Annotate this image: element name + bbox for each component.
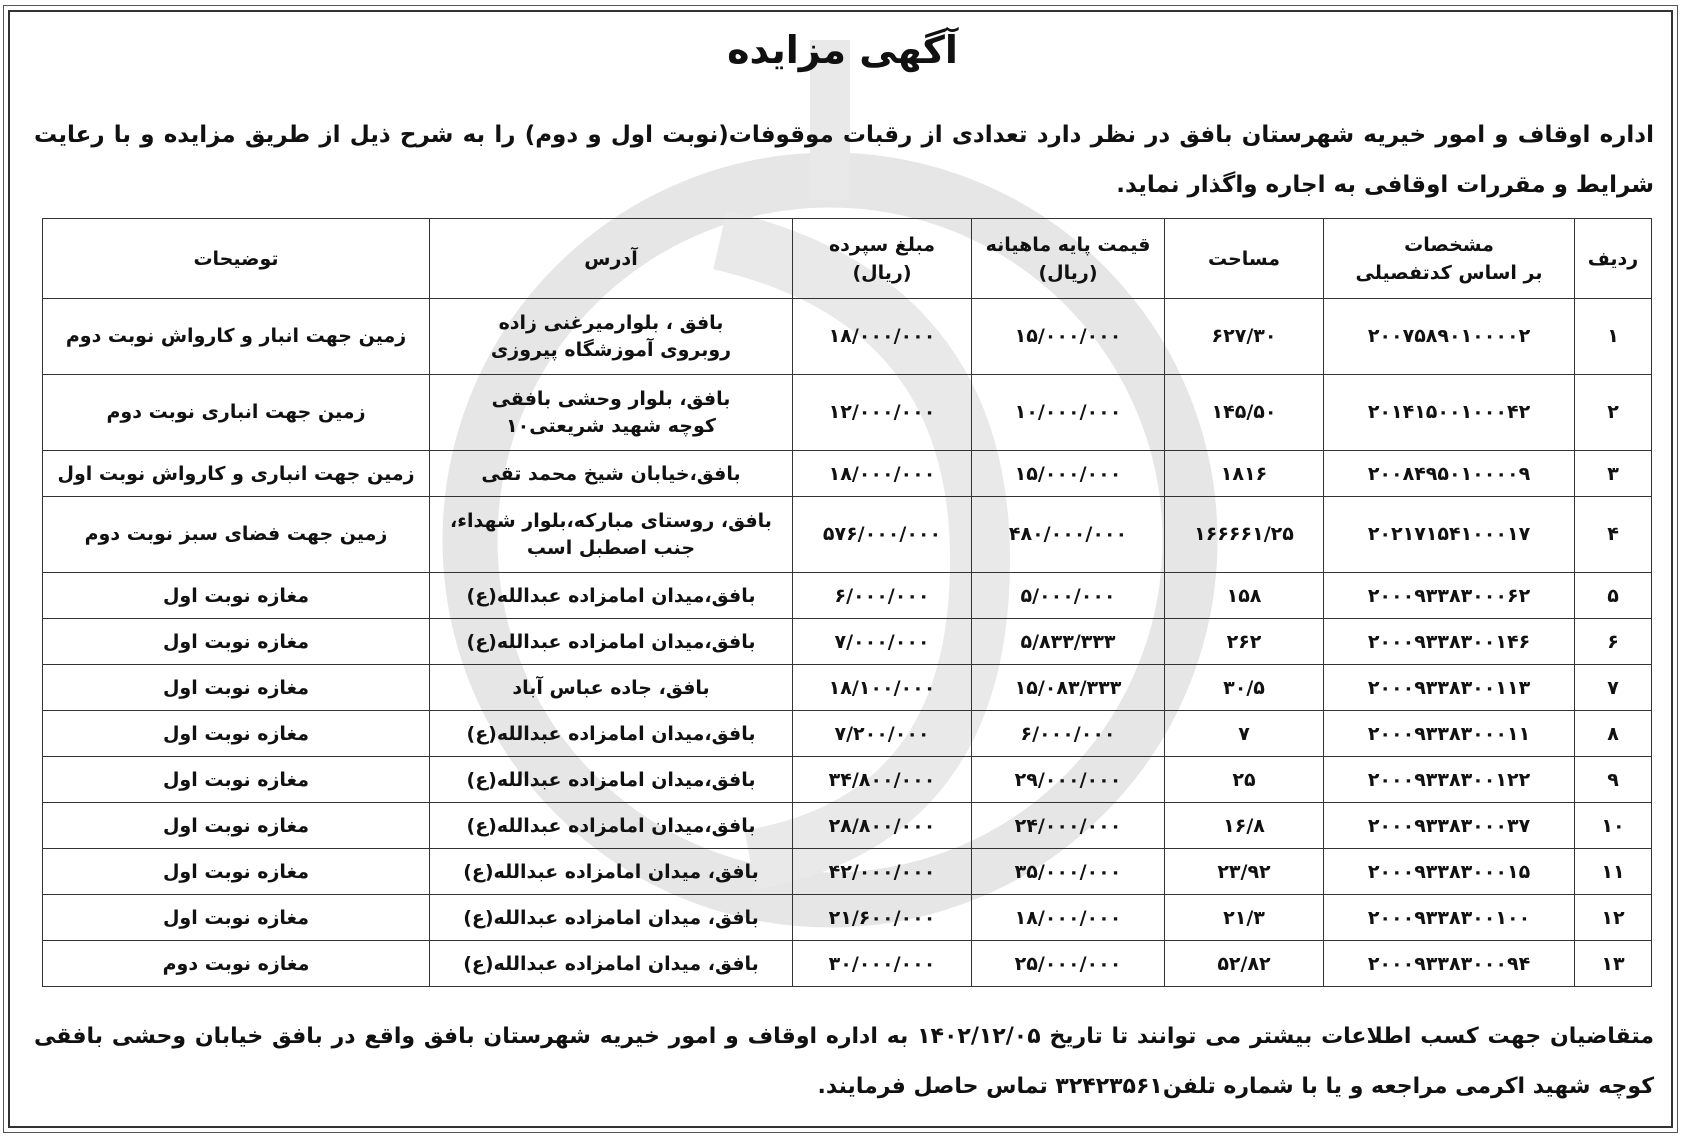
price-cell-text: ۴۸۰/۰۰۰/۰۰۰: [1008, 523, 1128, 545]
deposit-cell-text: ۴۲/۰۰۰/۰۰۰: [828, 860, 936, 883]
code-cell-text: ۲۰۰۰۹۳۳۸۳۰۰۱۱۳: [1367, 676, 1531, 699]
table-row: [43, 941, 1652, 987]
notes-cell: [43, 665, 430, 711]
address-cell-text: بافق، میدان امامزاده عبدالله(ع): [463, 860, 759, 883]
code-cell-text: ۲۰۰۰۹۳۳۸۳۰۰۱۴۶: [1367, 630, 1531, 653]
area-cell-text: ۲۱/۳: [1223, 906, 1265, 929]
code-cell-text: ۲۰۱۴۱۵۰۰۱۰۰۰۴۲: [1367, 401, 1531, 423]
row-number-cell: [1575, 573, 1652, 619]
price-cell-text: ۱۵/۰۰۰/۰۰۰: [1014, 462, 1122, 485]
price-cell: [972, 299, 1165, 375]
code-cell-text: ۲۰۰۰۹۳۳۸۳۰۰۰۳۷: [1367, 814, 1531, 837]
address-cell-text: بافق ، بلوارمیرغنی زاده: [498, 311, 724, 334]
row-number-cell: [1575, 895, 1652, 941]
intro-paragraph: اداره اوقاف و امور خیریه شهرستان بافق در نظر دارد تعدادی از رقبات موقوفات(نوبت اول و دوم) را به شرح ذیل از طریق مزایده و با رعایت شرایط و مقررات اوقافی به اجاره واگذار نماید.: [34, 122, 1654, 198]
area-cell-text: ۱۶۶۶۶۱/۲۵: [1194, 523, 1294, 545]
table-row: [43, 895, 1652, 941]
address-cell-text: بافق،میدان امامزاده عبدالله(ع): [466, 630, 756, 653]
row-number-cell-text: ۶: [1607, 630, 1619, 653]
area-cell-text: ۲۳/۹۲: [1217, 860, 1271, 883]
row-number-cell-text: ۱۲: [1601, 906, 1625, 929]
address-cell-text: بافق،میدان امامزاده عبدالله(ع): [466, 814, 756, 837]
code-cell: [1324, 299, 1575, 375]
address-cell-text: بافق، بلوار وحشی بافقی: [491, 387, 731, 410]
code-cell: [1324, 895, 1575, 941]
row-number-cell-text: ۸: [1607, 722, 1619, 745]
row-number-cell: [1575, 803, 1652, 849]
row-number-cell-text: ۱۳: [1601, 952, 1625, 975]
address-cell: [430, 375, 793, 451]
table-row: [43, 711, 1652, 757]
table-row: [43, 619, 1652, 665]
header-code: [1324, 219, 1575, 299]
notes-cell-text: مغازه نوبت اول: [162, 814, 310, 837]
notes-cell: [43, 299, 430, 375]
area-cell-text: ۳۰/۵: [1223, 676, 1265, 699]
price-cell: [972, 941, 1165, 987]
header-deposit: [793, 219, 972, 299]
code-cell-text: ۲۰۲۱۷۱۵۴۱۰۰۰۱۷: [1367, 523, 1531, 545]
price-cell-text: ۱۵/۰۰۰/۰۰۰: [1014, 325, 1122, 347]
area-cell: [1165, 573, 1324, 619]
area-cell-text: ۱۸۱۶: [1220, 462, 1268, 485]
header-price: [972, 219, 1165, 299]
deposit-cell-text: ۷/۰۰۰/۰۰۰: [834, 630, 930, 653]
area-cell: [1165, 711, 1324, 757]
deposit-cell: [793, 299, 972, 375]
code-cell: [1324, 803, 1575, 849]
deposit-cell: [793, 573, 972, 619]
row-number-cell: [1575, 665, 1652, 711]
row-number-cell: [1575, 299, 1652, 375]
price-cell-text: ۲۹/۰۰۰/۰۰۰: [1014, 768, 1122, 791]
notes-cell-text: زمین جهت انباری و کارواش نوبت اول: [57, 462, 415, 485]
price-cell-text: ۵/۰۰۰/۰۰۰: [1020, 584, 1116, 607]
deposit-cell: [793, 941, 972, 987]
price-cell-text: ۳۵/۰۰۰/۰۰۰: [1014, 860, 1122, 883]
code-cell: [1324, 941, 1575, 987]
deposit-cell: [793, 711, 972, 757]
deposit-cell-text: ۲۱/۶۰۰/۰۰۰: [828, 906, 936, 929]
price-cell: [972, 711, 1165, 757]
code-cell: [1324, 573, 1575, 619]
price-cell: [972, 849, 1165, 895]
price-cell-text: ۲۵/۰۰۰/۰۰۰: [1014, 952, 1122, 975]
price-cell: [972, 497, 1165, 573]
address-line2-text: کوچه شهید شریعتی۱۰: [506, 414, 716, 437]
row-number-cell-text: ۱: [1607, 325, 1619, 347]
row-number-cell-text: ۹: [1607, 768, 1619, 791]
notes-cell: [43, 803, 430, 849]
row-number-cell: [1575, 757, 1652, 803]
deposit-cell: [793, 757, 972, 803]
price-cell: [972, 451, 1165, 497]
code-cell: [1324, 451, 1575, 497]
price-cell: [972, 803, 1165, 849]
deposit-cell: [793, 497, 972, 573]
notes-cell-text: زمین جهت انبار و کارواش نوبت دوم: [65, 325, 407, 347]
deposit-cell-text: ۶/۰۰۰/۰۰۰: [834, 584, 930, 607]
notes-cell-text: مغازه نوبت اول: [162, 860, 310, 883]
deposit-cell-text: ۳۰/۰۰۰/۰۰۰: [828, 952, 936, 975]
area-cell-text: ۲۵: [1232, 768, 1256, 791]
code-cell-text: ۲۰۰۰۹۳۳۸۳۰۰۰۱۵: [1367, 860, 1531, 883]
notes-cell-text: مغازه نوبت اول: [162, 768, 310, 791]
notes-cell: [43, 375, 430, 451]
row-number-cell: [1575, 497, 1652, 573]
deposit-cell-text: ۱۸/۰۰۰/۰۰۰: [828, 325, 936, 347]
row-number-cell: [1575, 451, 1652, 497]
header-deposit-sub: (ریال): [852, 261, 912, 284]
area-cell: [1165, 941, 1324, 987]
address-cell: [430, 803, 793, 849]
deposit-cell-text: ۱۸/۰۰۰/۰۰۰: [828, 462, 936, 485]
notes-cell: [43, 711, 430, 757]
notes-cell-text: زمین جهت انباری نوبت دوم: [106, 401, 366, 423]
row-number-cell: [1575, 375, 1652, 451]
deposit-cell: [793, 375, 972, 451]
table-row: [43, 757, 1652, 803]
address-cell: [430, 849, 793, 895]
notes-cell: [43, 497, 430, 573]
address-cell-text: بافق، روستای مبارکه،بلوار شهداء،: [450, 509, 772, 532]
address-cell-text: بافق، میدان امامزاده عبدالله(ع): [463, 952, 759, 975]
table-row: [43, 497, 1652, 573]
table-row: [43, 573, 1652, 619]
notes-cell: [43, 757, 430, 803]
area-cell: [1165, 497, 1324, 573]
area-cell-text: ۶۲۷/۳۰: [1211, 325, 1277, 347]
area-cell-text: ۱۶/۸: [1223, 814, 1265, 837]
notes-cell: [43, 451, 430, 497]
row-number-cell-text: ۱۰: [1601, 814, 1625, 837]
row-number-cell: [1575, 849, 1652, 895]
price-cell: [972, 757, 1165, 803]
table-row: [43, 451, 1652, 497]
price-cell-text: ۱۸/۰۰۰/۰۰۰: [1014, 906, 1122, 929]
address-cell: [430, 941, 793, 987]
price-cell: [972, 895, 1165, 941]
price-cell-text: ۱۰/۰۰۰/۰۰۰: [1014, 401, 1122, 423]
address-cell-text: بافق، میدان امامزاده عبدالله(ع): [463, 906, 759, 929]
area-cell: [1165, 299, 1324, 375]
notes-cell-text: مغازه نوبت اول: [162, 584, 310, 607]
deposit-cell-text: ۱۸/۱۰۰/۰۰۰: [828, 676, 936, 699]
notes-cell-text: مغازه نوبت دوم: [162, 952, 310, 975]
notes-cell-text: مغازه نوبت اول: [162, 630, 310, 653]
code-cell: [1324, 619, 1575, 665]
header-price-label: قیمت پایه ماهیانه: [985, 233, 1151, 256]
row-number-cell-text: ۷: [1607, 676, 1619, 699]
code-cell: [1324, 849, 1575, 895]
table-row: [43, 299, 1652, 375]
code-cell: [1324, 497, 1575, 573]
deposit-cell-text: ۵۷۶/۰۰۰/۰۰۰: [822, 523, 942, 545]
code-cell-text: ۲۰۰۸۴۹۵۰۱۰۰۰۰۹: [1367, 462, 1531, 485]
header-row-number: ردیف: [1575, 219, 1652, 299]
deposit-cell: [793, 803, 972, 849]
address-line2-text: جنب اصطبل اسب: [526, 536, 696, 559]
code-cell-text: ۲۰۰۰۹۳۳۸۳۰۰۰۱۱: [1367, 722, 1531, 745]
area-cell-text: ۷: [1238, 722, 1250, 745]
code-cell-text: ۲۰۰۰۹۳۳۸۳۰۰۱۰۰: [1367, 906, 1531, 929]
notes-cell-text: مغازه نوبت اول: [162, 722, 310, 745]
deposit-cell: [793, 849, 972, 895]
header-address: آدرس: [430, 219, 793, 299]
footer-paragraph: متقاضیان جهت کسب اطلاعات بیشتر می توانند تا تاریخ ۱۴۰۲/۱۲/۰۵ به اداره اوقاف و امور خیریه شهرستان بافق واقع در بافق خیابان وحشی بافقی کوچه شهید اکرمی مراجعه و یا با شماره تلفن۳۲۴۲۳۵۶۱ تماس حاصل فرمایند.: [34, 1024, 1654, 1099]
row-number-cell-text: ۵: [1607, 584, 1619, 607]
price-cell: [972, 375, 1165, 451]
code-cell-text: ۲۰۰۰۹۳۳۸۳۰۰۰۹۴: [1367, 952, 1531, 975]
row-number-cell-text: ۱۱: [1601, 860, 1625, 883]
address-cell-text: بافق،خیابان شیخ محمد تقی: [481, 462, 741, 485]
table-header-row: [43, 219, 1652, 299]
table-row: [43, 375, 1652, 451]
deposit-cell: [793, 665, 972, 711]
deposit-cell: [793, 895, 972, 941]
header-price-sub: (ریال): [1038, 261, 1098, 284]
address-cell: [430, 665, 793, 711]
price-cell-text: ۲۴/۰۰۰/۰۰۰: [1014, 814, 1122, 837]
code-cell: [1324, 757, 1575, 803]
address-cell: [430, 711, 793, 757]
price-cell: [972, 619, 1165, 665]
code-cell: [1324, 375, 1575, 451]
notes-cell: [43, 573, 430, 619]
notes-cell-text: مغازه نوبت اول: [162, 906, 310, 929]
address-cell: [430, 451, 793, 497]
deposit-cell: [793, 619, 972, 665]
address-cell: [430, 757, 793, 803]
header-code-sub: بر اساس کدتفصیلی: [1355, 261, 1543, 284]
notes-cell: [43, 849, 430, 895]
row-number-cell: [1575, 711, 1652, 757]
deposit-cell-text: ۷/۲۰۰/۰۰۰: [834, 722, 930, 745]
area-cell-text: ۱۴۵/۵۰: [1211, 401, 1277, 423]
address-cell: [430, 497, 793, 573]
address-cell: [430, 895, 793, 941]
notes-cell: [43, 895, 430, 941]
area-cell-text: ۵۲/۸۲: [1217, 952, 1271, 975]
area-cell: [1165, 451, 1324, 497]
deposit-cell-text: ۲۸/۸۰۰/۰۰۰: [828, 814, 936, 837]
address-cell-text: بافق، جاده عباس آباد: [512, 676, 710, 699]
notes-cell-text: مغازه نوبت اول: [162, 676, 310, 699]
row-number-cell-text: ۲: [1607, 401, 1619, 423]
header-code-label: مشخصات: [1404, 233, 1494, 256]
code-cell-text: ۲۰۰۷۵۸۹۰۱۰۰۰۰۲: [1367, 325, 1531, 347]
address-line2-text: روبروی آموزشگاه پیروزی: [490, 338, 732, 361]
row-number-cell-text: ۴: [1607, 523, 1619, 545]
address-cell-text: بافق،میدان امامزاده عبدالله(ع): [466, 584, 756, 607]
deposit-cell-text: ۳۴/۸۰۰/۰۰۰: [828, 768, 936, 791]
header-notes: توضیحات: [43, 219, 430, 299]
code-cell-text: ۲۰۰۰۹۳۳۸۳۰۰۰۶۲: [1367, 584, 1531, 607]
deposit-cell: [793, 451, 972, 497]
area-cell: [1165, 803, 1324, 849]
auction-table: [42, 218, 1652, 987]
area-cell: [1165, 665, 1324, 711]
table-row: [43, 849, 1652, 895]
row-number-cell-text: ۳: [1607, 462, 1619, 485]
notice-title: آگهی مزایده: [727, 28, 958, 72]
area-cell: [1165, 757, 1324, 803]
area-cell-text: ۱۵۸: [1226, 584, 1262, 607]
header-area: مساحت: [1165, 219, 1324, 299]
address-cell-text: بافق،میدان امامزاده عبدالله(ع): [466, 722, 756, 745]
area-cell-text: ۲۶۲: [1226, 630, 1262, 653]
address-cell: [430, 619, 793, 665]
address-cell: [430, 573, 793, 619]
price-cell: [972, 665, 1165, 711]
area-cell: [1165, 619, 1324, 665]
row-number-cell: [1575, 941, 1652, 987]
notes-cell: [43, 619, 430, 665]
header-deposit-label: مبلغ سپرده: [828, 233, 936, 256]
price-cell: [972, 573, 1165, 619]
code-cell: [1324, 665, 1575, 711]
address-cell-text: بافق،میدان امامزاده عبدالله(ع): [466, 768, 756, 791]
price-cell-text: ۶/۰۰۰/۰۰۰: [1020, 722, 1116, 745]
price-cell-text: ۱۵/۰۸۳/۳۳۳: [1014, 676, 1122, 699]
notes-cell: [43, 941, 430, 987]
address-cell: [430, 299, 793, 375]
area-cell: [1165, 849, 1324, 895]
row-number-cell: [1575, 619, 1652, 665]
area-cell: [1165, 895, 1324, 941]
price-cell-text: ۵/۸۳۳/۳۳۳: [1020, 630, 1116, 653]
table-row: [43, 665, 1652, 711]
code-cell: [1324, 711, 1575, 757]
code-cell-text: ۲۰۰۰۹۳۳۸۳۰۰۱۲۲: [1367, 768, 1531, 791]
notes-cell-text: زمین جهت فضای سبز نوبت دوم: [84, 523, 388, 545]
table-row: [43, 803, 1652, 849]
area-cell: [1165, 375, 1324, 451]
deposit-cell-text: ۱۲/۰۰۰/۰۰۰: [828, 401, 936, 423]
